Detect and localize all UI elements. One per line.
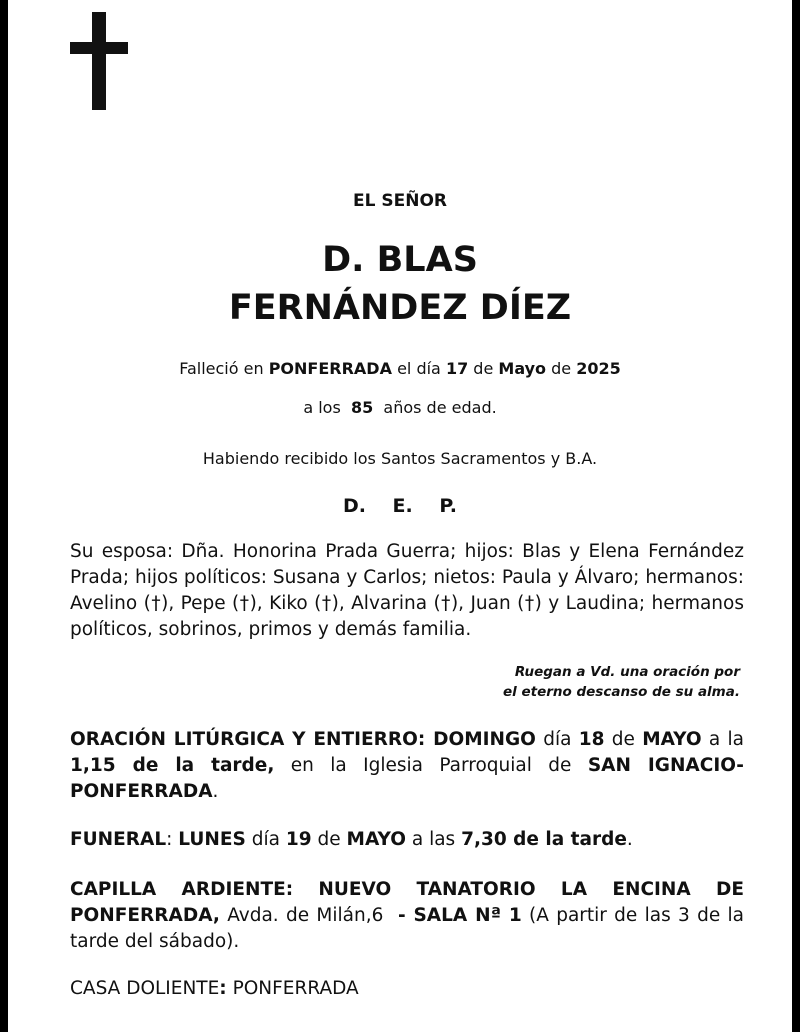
ceremony-label: ORACIÓN LITÚRGICA Y ENTIERRO: DOMINGO [70,729,536,750]
age-line: a los 85 años de edad. [303,398,497,417]
chapel-room: - SALA Nª 1 [397,905,522,926]
age-years: 85 [350,398,374,417]
funeral-paragraph: FUNERAL: LUNES día 19 de MAYO a las 7,30 de la tarde. [70,829,633,850]
deceased-name-line1: D. BLAS [322,240,478,280]
chapel-address: Avda. de Milán,6 [227,905,384,926]
chapel-paragraph [70,877,744,955]
deceased-name [8,236,792,332]
death-place: PONFERRADA [268,359,392,378]
ceremony-place: SAN IGNACIO-PONFERRADA [70,755,744,802]
ceremony-time: 1,15 de la tarde, [70,755,275,776]
ceremony-paragraph: ORACIÓN LITÚRGICA Y ENTIERRO: DOMINGO día 18 de MAYO a la 1,15 de la tarde, en la Iglesia Parroquial de SAN IGNACIO-PONFERRADA. [70,729,745,802]
family-paragraph: Su esposa: Dña. Honorina Prada Guerra; hijos: Blas y Elena Fernández Prada; hijos políticos: Susana y Carlos; nietos: Paula y Álvaro; hermanos: Avelino (†), Pepe (†), Kiko (†), Alvarina (†), Juan (†) y Laudina; hermanos políticos, sobrinos, primos y demás familia. [70,541,744,640]
mourning-house: CASA DOLIENTE: PONFERRADA [70,978,359,999]
prayer-line1: Ruegan a Vd. una oración por [514,664,740,680]
chapel-note: (A partir de las 3 de la tarde del sábado). [70,905,744,952]
death-month: Mayo [498,359,547,378]
dep-line: D. E. P. [342,495,458,517]
death-year: 2025 [576,359,621,378]
prayer-request [503,662,740,702]
sacraments-line: Habiendo recibido los Santos Sacramentos y B.A. [202,449,598,468]
death-line: Falleció en PONFERRADA el día 17 de Mayo de 2025 [179,359,621,378]
funeral-time: 7,30 de la tarde [461,829,627,850]
death-day: 17 [445,359,469,378]
funeral-label: FUNERAL [70,829,167,850]
honorific-title: EL SEÑOR [353,191,447,211]
chapel-label: CAPILLA ARDIENTE: NUEVO TANATORIO LA ENCINA DE PONFERRADA, [70,879,744,926]
prayer-line2: el eterno descanso de su alma. [503,684,740,700]
deceased-name-line2: FERNÁNDEZ DÍEZ [228,288,572,328]
obituary-sheet [8,0,792,1032]
cross-icon [70,12,128,110]
